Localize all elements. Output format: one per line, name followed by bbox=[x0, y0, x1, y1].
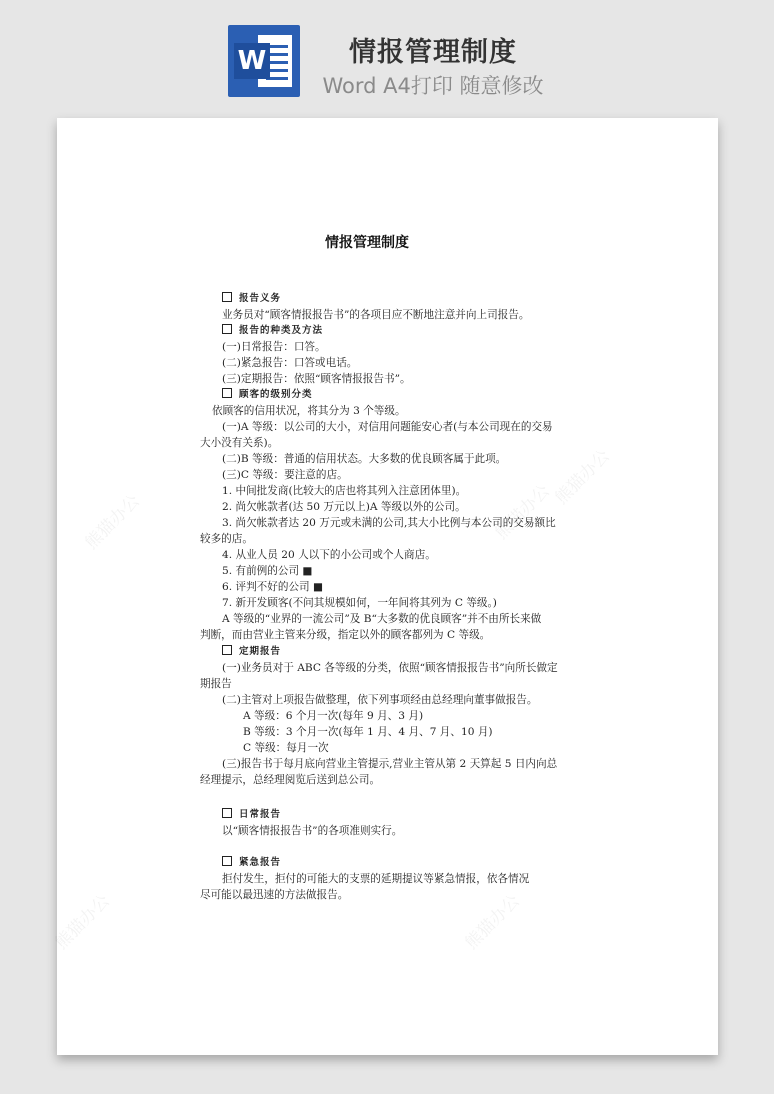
paragraph-line: 3. 尚欠帐款者达 20 万元或未满的公司,其大小比例与本公司的交易额比 bbox=[222, 517, 556, 529]
paragraph-line: 较多的店。 bbox=[200, 533, 253, 545]
section-heading: 报告的种类及方法 bbox=[222, 324, 323, 338]
paragraph-line: 4. 从业人员 20 人以下的小公司或个人商店。 bbox=[222, 549, 436, 561]
section-heading: 日常报告 bbox=[222, 808, 281, 822]
paragraph-line: 尽可能以最迅速的方法做报告。 bbox=[200, 889, 349, 901]
document-title: 情报管理制度 bbox=[325, 235, 409, 251]
banner-subtitle: Word A4打印 随意修改 bbox=[322, 74, 544, 98]
paragraph-line: C 等级：每月一次 bbox=[243, 742, 329, 754]
checkbox-icon bbox=[222, 388, 232, 398]
section-heading: 报告义务 bbox=[222, 292, 281, 306]
paragraph-line: 拒付发生，拒付的可能大的支票的延期提议等紧急情报，依各情况 bbox=[222, 873, 530, 885]
paragraph-line: (三)C 等级：要注意的店。 bbox=[222, 469, 348, 481]
paragraph-line: 大小没有关系)。 bbox=[200, 437, 279, 449]
paragraph-line: A 等级：6 个月一次(每年 9 月、3 月) bbox=[243, 710, 424, 722]
paragraph-line: 判断，而由营业主管来分级，指定以外的顾客都列为 C 等级。 bbox=[200, 629, 491, 641]
paragraph-line: (二)紧急报告：口答或电话。 bbox=[222, 357, 358, 369]
section-heading: 定期报告 bbox=[222, 645, 281, 659]
paragraph-line: A 等级的“业界的一流公司”及 B“大多数的优良顾客”并不由所长来做 bbox=[222, 613, 542, 625]
paragraph-line: 1. 中间批发商(比较大的店也将其列入注意团体里)。 bbox=[222, 485, 467, 497]
paragraph-line: 依顾客的信用状况，将其分为 3 个等级。 bbox=[212, 405, 406, 417]
word-letter: W bbox=[234, 43, 270, 79]
checkbox-icon bbox=[222, 292, 232, 302]
paragraph-line: (三)定期报告：依照“顾客情报报告书”。 bbox=[222, 373, 411, 385]
paragraph-line: (二)主管对上项报告做整理，依下列事项经由总经理向董事做报告。 bbox=[222, 694, 538, 706]
header-banner bbox=[0, 0, 774, 118]
paragraph-line: 6. 评判不好的公司 ■ bbox=[222, 581, 324, 593]
section-heading: 紧急报告 bbox=[222, 856, 281, 870]
paragraph-line: (一)A 等级：以公司的大小，对信用问题能安心者(与本公司现在的交易 bbox=[222, 421, 553, 433]
paragraph-line: (一)业务员对于 ABC 各等级的分类，依照“顾客情报报告书”向所长做定 bbox=[222, 662, 558, 674]
document-page: 熊猫办公 熊猫办公 熊猫办公 熊猫办公 熊猫办公 情报管理制度 报告义务 业务员对“顾客情报报告书”的各项目应不断地注意并向上司报告。 报告的种类及方法 (一)日常报告：口答。 (二)紧急报告：口答或电话。 (三)定期报告：依照“顾客情报报告书”。 顾客的级别分类 依顾客的信用状况，将其分为 3 个等级。 (一)A 等级：以公司的大小，对信用问题能安心者(与本公司现在的交易 大小没有关系)。 (二)B 等级：普通的信用状态。大多数的优良顾客属于此项。 (三)C 等级：要注意的店。 1. 中间批发商(比较大的店也将其列入注意团体里)。 2. 尚欠帐款者(达 50 万元以上)A 等级以外的公司。 3. 尚欠帐款者达 20 万元或未满的公司,其大小比例与本公司的交易额比 较多的店。 4. 从业人员 20 人以下的小公司或个人商店。 5. 有前例的公司 ■ 6. 评判不好的公司 ■ 7. 新开发顾客(不问其规模如何，一年间将其列为 C 等级。) A 等级的“业界的一流公司”及 B“大多数的优良顾客”并不由所长来做 判断，而由营业主管来分级，指定以外的顾客都列为 C 等级。 定期报告 (一)业务员对于 ABC 各等级的分类，依照“顾客情报报告书”向所长做定 期报告 (二)主管对上项报告做整理，依下列事项经由总经理向董事做报告。 A 等级：6 个月一次(每年 9 月、3 月) B 等级：3 个月一次(每年 1 月、4 月、7 月、10 月) C 等级：每月一次 (三)报告书于每月底向营业主管提示,营业主管从第 2 天算起 5 日内向总 经理提示，总经理阅览后送到总公司。 日常报告 以“顾客情报报告书”的各项准则实行。 紧急报告 拒付发生，拒付的可能大的支票的延期提议等紧急情报，依各情况 尽可能以最迅速的方法做报告。 bbox=[57, 118, 718, 1055]
checkbox-icon bbox=[222, 645, 232, 655]
paragraph-line: 2. 尚欠帐款者(达 50 万元以上)A 等级以外的公司。 bbox=[222, 501, 466, 513]
checkbox-icon bbox=[222, 324, 232, 334]
paragraph-line: (二)B 等级：普通的信用状态。大多数的优良顾客属于此项。 bbox=[222, 453, 507, 465]
paragraph-line: 以“顾客情报报告书”的各项准则实行。 bbox=[222, 825, 403, 837]
word-icon bbox=[228, 25, 300, 97]
paragraph-line: 业务员对“顾客情报报告书”的各项目应不断地注意并向上司报告。 bbox=[222, 309, 530, 321]
paragraph-line: 7. 新开发顾客(不问其规模如何，一年间将其列为 C 等级。) bbox=[222, 597, 497, 609]
paragraph-line: B 等级：3 个月一次(每年 1 月、4 月、7 月、10 月) bbox=[243, 726, 493, 738]
paragraph-line: (一)日常报告：口答。 bbox=[222, 341, 326, 353]
paragraph-line: 5. 有前例的公司 ■ bbox=[222, 565, 313, 577]
paragraph-line: 期报告 bbox=[200, 678, 232, 690]
checkbox-icon bbox=[222, 856, 232, 866]
banner-title: 情报管理制度 bbox=[349, 37, 517, 68]
paragraph-line: (三)报告书于每月底向营业主管提示,营业主管从第 2 天算起 5 日内向总 bbox=[222, 758, 558, 770]
checkbox-icon bbox=[222, 808, 232, 818]
section-heading: 顾客的级别分类 bbox=[222, 388, 313, 402]
paragraph-line: 经理提示，总经理阅览后送到总公司。 bbox=[200, 774, 381, 786]
